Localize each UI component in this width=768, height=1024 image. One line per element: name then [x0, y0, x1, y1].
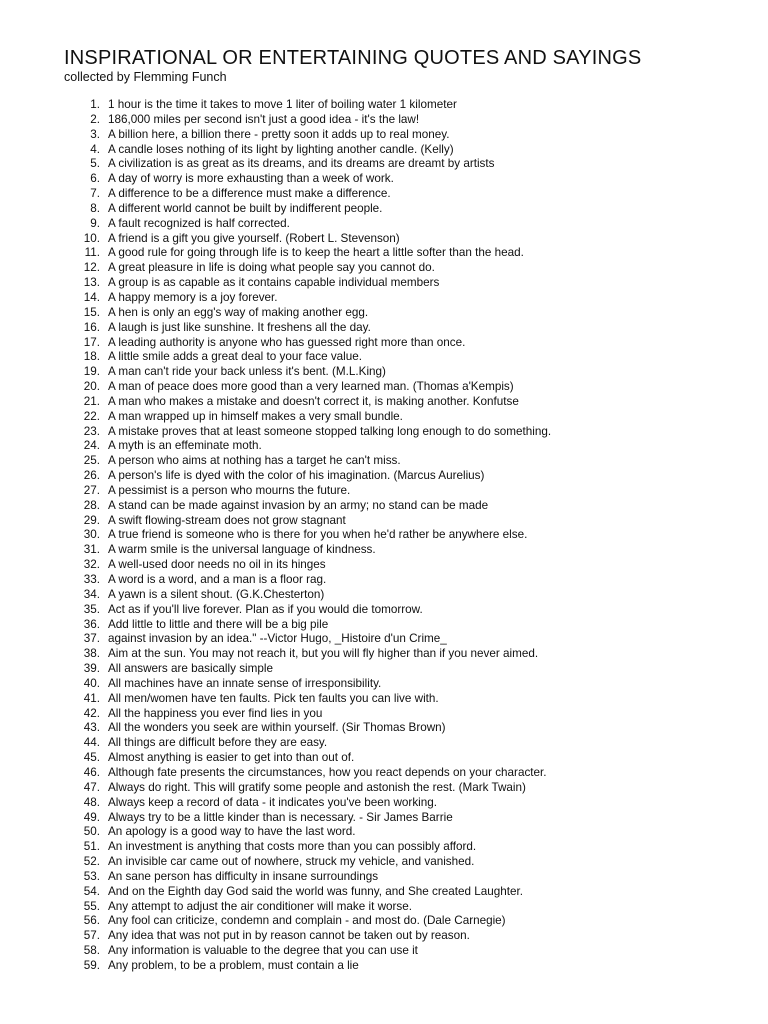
- quote-text: All answers are basically simple: [108, 662, 273, 676]
- quote-number: 11.: [84, 246, 100, 260]
- quote-text: Any attempt to adjust the air conditioner will make it worse.: [108, 899, 413, 913]
- quote-number: 57.: [83, 929, 100, 943]
- quote-number: 52.: [83, 855, 100, 869]
- quote-number: 29.: [83, 513, 100, 527]
- quote-text: A group is as capable as it contains capable individual members: [108, 276, 440, 290]
- quote-number: 49.: [83, 810, 100, 824]
- quote-text: A good rule for going through life is to keep the heart a little softer than the head.: [108, 246, 524, 260]
- quote-number: 41.: [83, 691, 100, 705]
- quote-text: An investment is anything that costs more than you can possibly afford.: [108, 840, 477, 854]
- quote-number: 31.: [83, 543, 100, 557]
- quote-number: 43.: [83, 721, 100, 735]
- quote-text: A fault recognized is half corrected.: [108, 216, 290, 230]
- quote-text: A happy memory is a joy forever.: [108, 290, 278, 304]
- quote-text: A man of peace does more good than a very learned man. (Thomas a'Kempis): [108, 380, 514, 394]
- quote-number: 35.: [83, 602, 100, 616]
- quote-number: 50.: [83, 825, 100, 839]
- quote-text: A friend is a gift you give yourself. (Robert L. Stevenson): [108, 231, 400, 245]
- quote-number: 45.: [83, 751, 100, 765]
- quote-number: 46.: [83, 765, 100, 779]
- quote-number: 17.: [83, 335, 100, 349]
- quote-text: A little smile adds a great deal to your face value.: [108, 350, 363, 364]
- quote-text: A great pleasure in life is doing what people say you cannot do.: [108, 261, 435, 275]
- quote-number: 4.: [90, 142, 100, 156]
- quote-number: 25.: [83, 454, 100, 468]
- quote-number: 10.: [83, 231, 100, 245]
- quote-number: 20.: [83, 380, 100, 394]
- quote-number: 36.: [83, 617, 100, 631]
- quote-text: A stand can be made against invasion by an army; no stand can be made: [108, 498, 489, 512]
- quote-text: Always keep a record of data - it indicates you've been working.: [108, 795, 438, 809]
- quote-number: 33.: [83, 573, 100, 586]
- quote-number: 16.: [83, 320, 100, 334]
- quote-number: 13.: [83, 276, 100, 290]
- quote-text: A yawn is a silent shout. (G.K.Chesterton): [108, 587, 325, 601]
- quote-text: 1 hour is the time it takes to move 1 liter of boiling water 1 kilometer: [108, 98, 457, 111]
- quote-number: 51.: [83, 840, 100, 854]
- quote-text: A difference to be a difference must make a difference.: [108, 187, 391, 201]
- document-title: INSPIRATIONAL OR ENTERTAINING QUOTES AND SAYINGS: [64, 47, 642, 69]
- quote-text: All the happiness you ever find lies in you: [108, 706, 323, 720]
- quote-text: A hen is only an egg's way of making another egg.: [108, 305, 369, 319]
- quote-number: 56.: [83, 914, 100, 928]
- quote-number: 9.: [90, 216, 100, 230]
- quote-number: 18.: [83, 350, 100, 364]
- quote-text: An apology is a good way to have the last word.: [108, 825, 356, 839]
- quote-text: Almost anything is easier to get into than out of.: [108, 751, 355, 765]
- quote-text: A civilization is as great as its dreams, and its dreams are dreamt by artists: [108, 157, 495, 171]
- quote-text: A mistake proves that at least someone stopped talking long enough to do something.: [108, 424, 552, 438]
- quote-number: 42.: [83, 706, 100, 720]
- quote-text: A pessimist is a person who mourns the future.: [108, 483, 351, 497]
- quote-number: 12.: [83, 261, 100, 275]
- quote-text: Aim at the sun. You may not reach it, but you will fly higher than if you never aimed.: [108, 647, 539, 661]
- quote-number: 39.: [83, 662, 100, 676]
- quote-text: 186,000 miles per second isn't just a good idea - it's the law!: [108, 112, 420, 126]
- quote-text: A candle loses nothing of its light by lighting another candle. (Kelly): [108, 142, 454, 156]
- quote-text: A man who makes a mistake and doesn't correct it, is making another. Konfutse: [108, 394, 519, 408]
- quote-text: All things are difficult before they are easy.: [108, 736, 328, 750]
- quote-number: 27.: [83, 483, 100, 497]
- quote-number: 34.: [83, 587, 100, 601]
- quote-number: 7.: [90, 187, 100, 201]
- quote-number: 47.: [83, 780, 100, 794]
- quote-text: A well-used door needs no oil in its hinges: [108, 558, 326, 572]
- document-subtitle: collected by Flemming Funch: [64, 70, 227, 84]
- quote-number: 22.: [83, 409, 100, 423]
- quote-number: 3.: [90, 127, 100, 141]
- quote-number: 21.: [83, 394, 100, 408]
- quote-number: 48.: [83, 795, 100, 809]
- quote-number: 40.: [83, 676, 100, 690]
- quote-text: And on the Eighth day God said the world was funny, and She created Laughter.: [108, 884, 523, 898]
- quote-text: All machines have an innate sense of irresponsibility.: [108, 676, 382, 690]
- quote-text: A warm smile is the universal language of kindness.: [108, 543, 376, 557]
- quote-text: Add little to little and there will be a big pile: [108, 617, 329, 631]
- quote-number: 32.: [83, 558, 100, 572]
- quote-text: Act as if you'll live forever. Plan as if you would die tomorrow.: [108, 602, 423, 616]
- quote-text: A person who aims at nothing has a target he can't miss.: [108, 454, 401, 468]
- quote-number: 38.: [83, 647, 100, 661]
- quote-number: 14.: [83, 290, 100, 304]
- quote-number: 2.: [90, 112, 100, 126]
- quote-number: 19.: [83, 365, 100, 379]
- quote-text: All men/women have ten faults. Pick ten faults you can live with.: [108, 691, 439, 705]
- quote-number: 8.: [90, 201, 100, 215]
- quote-text: A swift flowing-stream does not grow stagnant: [108, 513, 346, 527]
- quote-text: A laugh is just like sunshine. It freshens all the day.: [108, 320, 371, 334]
- quote-text: Any information is valuable to the degree that you can use it: [108, 944, 418, 958]
- quote-text: A man wrapped up in himself makes a very small bundle.: [108, 409, 403, 423]
- quote-text: An invisible car came out of nowhere, struck my vehicle, and vanished.: [108, 855, 475, 869]
- quote-text: An sane person has difficulty in insane surroundings: [108, 869, 379, 883]
- quote-text: Any problem, to be a problem, must contain a lie: [108, 958, 359, 972]
- quote-number: 1.: [90, 98, 100, 111]
- quote-text: A billion here, a billion there - pretty soon it adds up to real money.: [108, 127, 450, 141]
- quote-number: 37.: [83, 632, 100, 646]
- quote-number: 26.: [83, 469, 100, 483]
- quote-number: 55.: [83, 899, 100, 913]
- quote-text: Any idea that was not put in by reason cannot be taken out by reason.: [108, 929, 470, 943]
- quote-text: All the wonders you seek are within yourself. (Sir Thomas Brown): [108, 721, 446, 735]
- quote-number: 58.: [83, 944, 100, 958]
- quote-number: 53.: [83, 869, 100, 883]
- quote-text: A word is a word, and a man is a floor rag.: [108, 573, 327, 586]
- quote-text: Any fool can criticize, condemn and complain - and most do. (Dale Carnegie): [108, 914, 506, 928]
- quote-number: 23.: [83, 424, 100, 438]
- quote-text: against invasion by an idea." --Victor Hugo, _Histoire d'un Crime_: [108, 632, 447, 646]
- quote-number: 5.: [90, 157, 100, 171]
- quote-number: 30.: [83, 528, 100, 542]
- quote-number: 6.: [90, 172, 100, 186]
- quote-number: 24.: [83, 439, 100, 453]
- quote-text: A leading authority is anyone who has guessed right more than once.: [108, 335, 466, 349]
- quote-text: A man can't ride your back unless it's bent. (M.L.King): [108, 365, 386, 379]
- quote-number: 59.: [83, 958, 100, 972]
- quote-text: A myth is an effeminate moth.: [108, 439, 262, 453]
- quote-text: Although fate presents the circumstances, how you react depends on your character.: [108, 765, 547, 779]
- quote-number: 28.: [83, 498, 100, 512]
- quote-number: 15.: [83, 305, 100, 319]
- quote-text: A person's life is dyed with the color of his imagination. (Marcus Aurelius): [108, 469, 485, 483]
- quote-number: 54.: [83, 884, 100, 898]
- quote-text: Always try to be a little kinder than is necessary. - Sir James Barrie: [108, 810, 453, 824]
- quote-text: A different world cannot be built by indifferent people.: [108, 201, 383, 215]
- quote-text: A true friend is someone who is there for you when he'd rather be anywhere else.: [108, 528, 528, 542]
- quote-number: 44.: [83, 736, 100, 750]
- quote-text: Always do right. This will gratify some people and astonish the rest. (Mark Twain): [108, 780, 526, 794]
- quote-text: A day of worry is more exhausting than a week of work.: [108, 172, 394, 186]
